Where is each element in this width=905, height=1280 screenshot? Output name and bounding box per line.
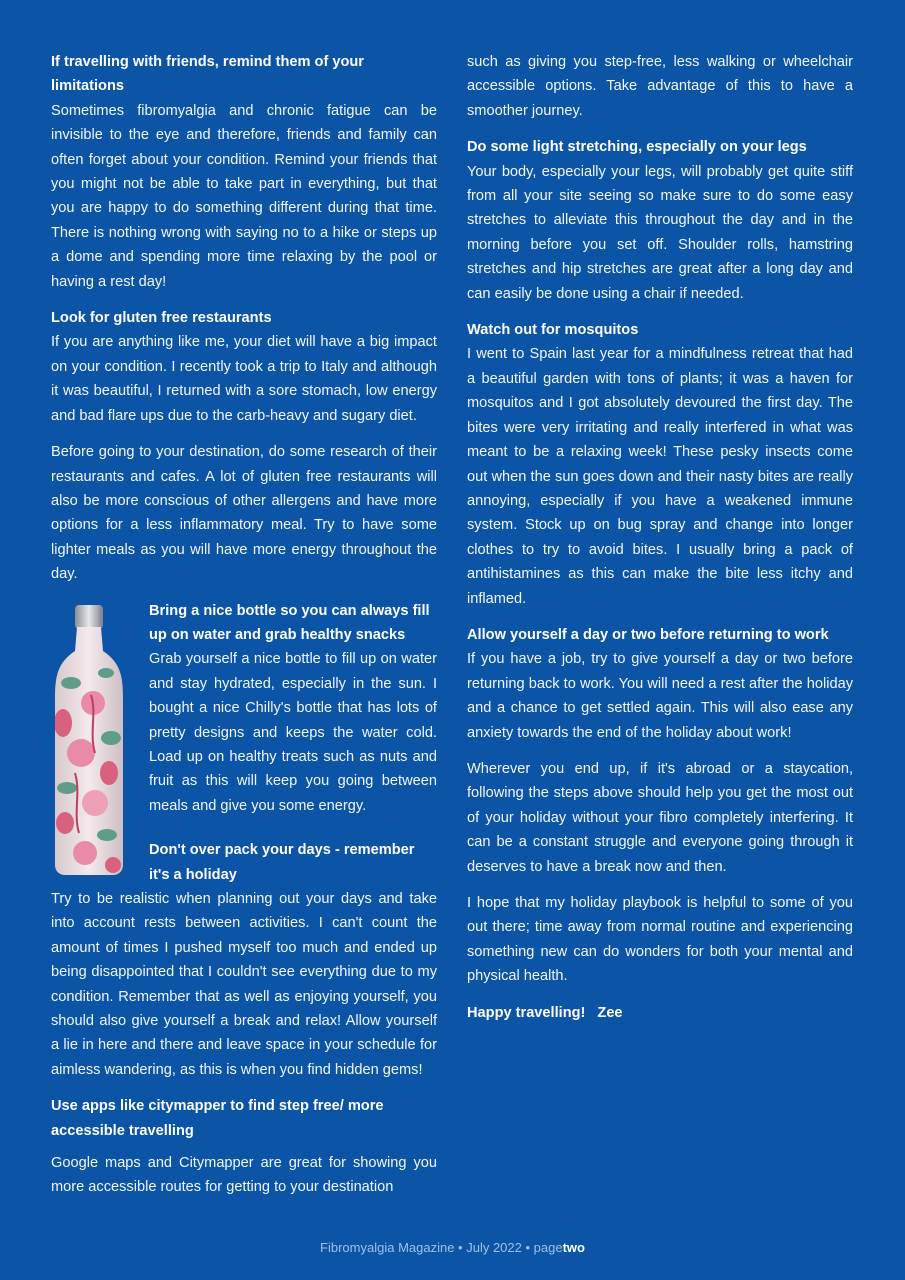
body-mosquitos: I went to Spain last year for a mindfulness retreat that had a beautiful garden with tons of plants; it was a haven for mosquitos and I got absolutely devoured the first day. The bites were very irritating and really interfered in what was meant to be a relaxing week! These pesky insects come out when the sun goes down and their nasty bites are really annoying, especially if you have a weakened immune system. Stock up on bug spray and change into longer clothes to try to avoid bites. I usually bring a pack of antihistamines as this can make the bite less itchy and inflamed. <box>467 346 853 607</box>
section-stretching <box>467 135 853 306</box>
paragraph-wherever: Wherever you end up, if it's abroad or a staycation, following the steps above should help you get the most out of your holiday without your fibro completely interfering. It can be a constant struggle and everyone going through it deserves to have a break now and then. <box>467 760 853 875</box>
body-apps: Google maps and Citymapper are great for showing you more accessible routes for getting to your destination <box>51 1155 437 1196</box>
heading-stretching: Do some light stretching, especially on your legs <box>467 139 807 156</box>
paragraph-hope: I hope that my holiday playbook is helpful to some of you out there; time away from normal routine and experiencing something new can do wonders for both your mental and physical health. <box>467 895 853 985</box>
body-bottle: Grab yourself a nice bottle to fill up on water and stay hydrated, especially in the sun. I bought a nice Chilly's bottle that has lots of pretty designs and keeps the water cold. Load up on healthy treats such as nuts and fruit as this will keep you going between meals and give you some energy. <box>149 651 437 814</box>
body-work: If you have a job, try to give yourself a day or two before returning back to work. You will need a rest after the holiday and a chance to get settled again. This will also ease any anxiety towards the end of the holiday about work! <box>467 651 853 741</box>
water-bottle-image <box>51 603 149 877</box>
section-apps <box>51 1094 437 1200</box>
body-dont-overpack: Try to be realistic when planning out your days and take into account rests between activities. I can't count the amount of times I pushed myself too much and ended up being disappointed that I couldn't see everything due to my condition. Remember that as well as enjoying yourself, you should also give yourself a break and relax! Allow yourself a lie in here and there and leave space in your schedule for aimless wandering, as this is when you find hidden gems! <box>51 891 437 1078</box>
footer-page: two <box>562 1240 585 1255</box>
section-friends <box>51 50 437 294</box>
section-mosquitos <box>467 318 853 611</box>
body-gluten-free-2: Before going to your destination, do some research of their restaurants and cafes. A lot of gluten free restaurants will also be more conscious of other allergens and have more options for a less inflammatory meal. Try to have some lighter meals as you will have more energy throughout the day. <box>51 444 437 583</box>
footer-text: Fibromyalgia Magazine • July 2022 • page <box>320 1240 563 1255</box>
body-friends: Sometimes fibromyalgia and chronic fatigue can be invisible to the eye and therefore, friends and family can often forget about your condition. Remind your friends that you might not be able to take part in everything, but that you are happy to do something different during that time. There is nothing wrong with saying no to a hike or steps up a dome and spending more time relaxing by the pool or having a rest day! <box>51 102 437 290</box>
signoff <box>467 1001 853 1025</box>
page-footer <box>0 1240 905 1255</box>
section-bottle-and-days <box>51 599 437 887</box>
body-apps-continued: such as giving you step-free, less walking or wheelchair accessible options. Take advantage of this to have a smoother journey. <box>467 54 853 119</box>
heading-dont-overpack: Don't over pack your days - remember it's a holiday <box>149 842 415 883</box>
left-column <box>51 50 437 1212</box>
right-column <box>467 50 853 1025</box>
heading-work: Allow yourself a day or two before returning to work <box>467 626 829 643</box>
author-name: Zee <box>597 1004 623 1021</box>
section-work <box>467 623 853 745</box>
heading-gluten-free: Look for gluten free restaurants <box>51 310 272 327</box>
signoff-text: Happy travelling! <box>467 1004 586 1021</box>
heading-friends: If travelling with friends, remind them of your limitations <box>51 54 364 95</box>
flamingo-bottle-icon <box>51 603 127 877</box>
section-gluten-free <box>51 306 437 586</box>
heading-apps: Use apps like citymapper to find step free/ more accessible travelling <box>51 1098 384 1139</box>
body-stretching: Your body, especially your legs, will probably get quite stiff from all your site seeing so make sure to do some easy stretches to alleviate this throughout the day and in the morning before you set off. Shoulder rolls, hamstring stretches and hip stretches are great after a long day and can easily be done using a chair if needed. <box>467 163 853 302</box>
heading-mosquitos: Watch out for mosquitos <box>467 322 639 339</box>
heading-bottle: Bring a nice bottle so you can always fill up on water and grab healthy snacks <box>149 602 430 643</box>
body-gluten-free-1: If you are anything like me, your diet will have a big impact on your condition. I recently took a trip to Italy and although it was beautiful, I returned with a sore stomach, low energy and bad flare ups due to the carb-heavy and sugary diet. <box>51 334 437 424</box>
